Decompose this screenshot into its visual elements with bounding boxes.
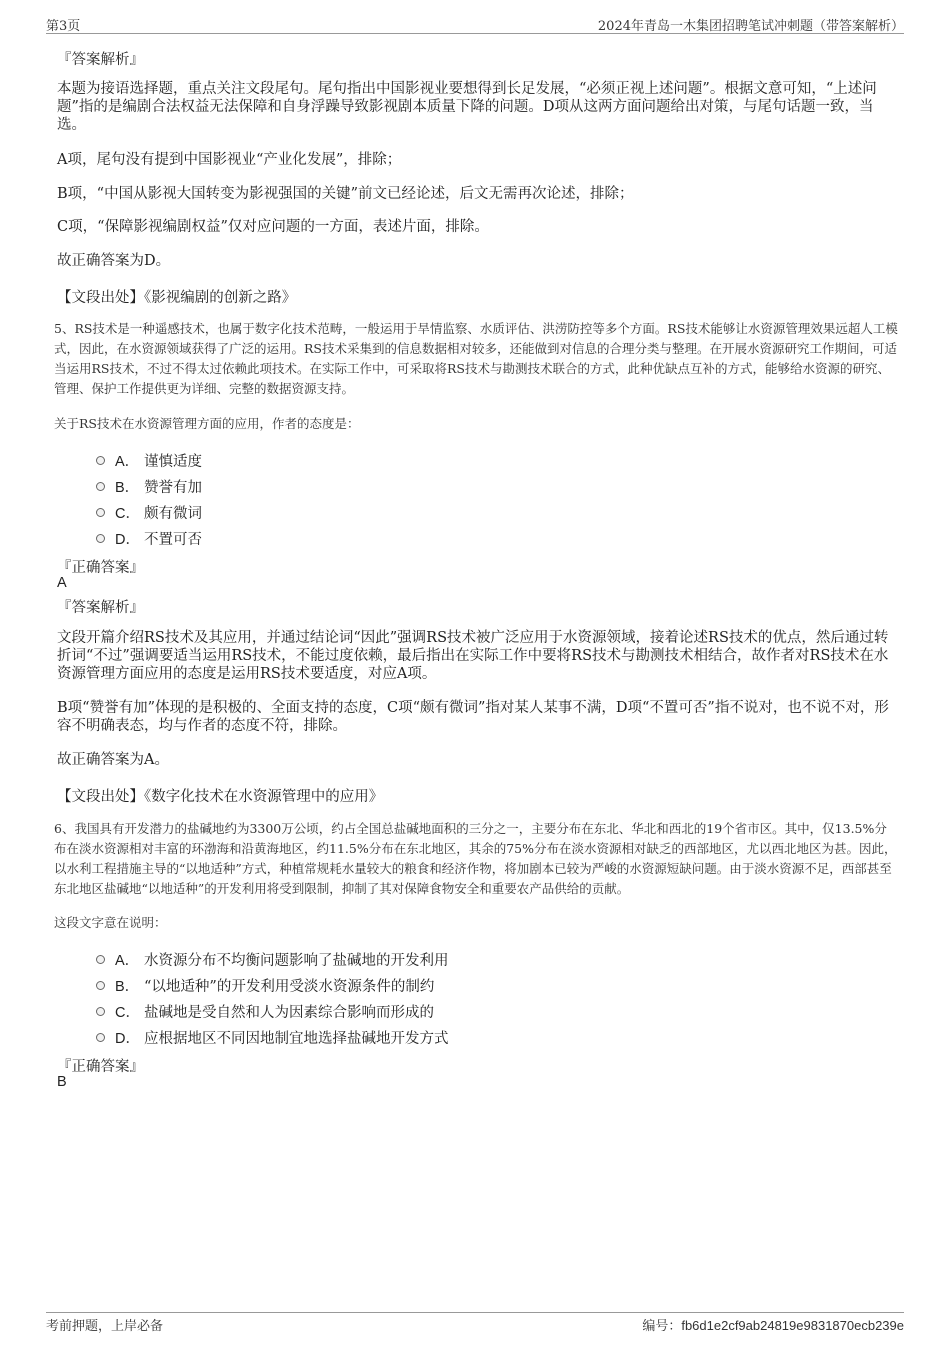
q5-analysis-paragraph: 文段开篇介绍RS技术及其应用，并通过结论词“因此”强调RS技术被广泛应用于水资源领域，接着论述RS技术的优点，然后通过转折词“不过”强调要适当运用RS技术，不能过度依赖，最后指出在实际工作中要将RS技术与勘测技术相结合，故作者对RS技术在水资源管理方面应用的态度是运用RS技术要适度，对应A项。 — [57, 630, 889, 682]
radio-button[interactable] — [96, 1007, 105, 1016]
q6-question: 这段文字意在说明： — [54, 915, 167, 930]
radio-button[interactable] — [96, 981, 105, 990]
document-code — [642, 1315, 904, 1334]
document-title: 2024年青岛一木集团招聘笔试冲刺题（带答案解析） — [597, 19, 904, 34]
q4-analysis-heading: 『答案解析』 — [57, 52, 144, 68]
q5-question: 关于RS技术在水资源管理方面的应用，作者的态度是： — [54, 416, 360, 431]
q5-conclusion: 故正确答案为A。 — [57, 752, 169, 768]
page-footer — [46, 1312, 904, 1333]
page-header — [46, 14, 904, 34]
q4-analysis-c: C项，“保障影视编剧权益”仅对应问题的一方面，表述片面，排除。 — [57, 219, 489, 235]
q4-source: 【文段出处】《影视编剧的创新之路》 — [57, 290, 297, 306]
page-number: 第3页 — [46, 19, 81, 34]
radio-button[interactable] — [96, 508, 105, 517]
q4-conclusion: 故正确答案为D。 — [57, 253, 171, 269]
radio-button[interactable] — [96, 482, 105, 491]
q6-answer-heading: 『正确答案』 — [57, 1059, 144, 1075]
q6-passage: 6、我国具有开发潜力的盐碱地约为3300万公顷，约占全国总盐碱地面积的三分之一，主要分布在东北、华北和西北的19个省市区。其中，仅13.5%分布在淡水资源相对丰富的环渤海和沿黄海地区，约11.5%分布在东北地区，其余的75%分布在淡水资源相对缺乏的西部地区，尤以西北地区为甚。因此，以水利工程措施主导的“以地适种”方式，种植常规耗水量较大的粮食和经济作物，将加剧本已较为严峻的水资源短缺问题。由于淡水资源不足，西部甚至东北地区盐碱地“以地适种”的开发利用将受到限制，抑制了其对保障食物安全和重要农产品供给的贡献。 — [54, 821, 897, 896]
radio-button[interactable] — [96, 456, 105, 465]
code-value: fb6d1e2cf9ab24819e9831870ecb239e — [681, 1318, 904, 1333]
q6-answer: B — [57, 1074, 67, 1090]
q5-passage: 5、RS技术是一种遥感技术，也属于数字化技术范畴，一般运用于旱情监察、水质评估、洪涝防控等多个方面。RS技术能够让水资源管理效果远超人工模式，因此，在水资源领域获得了广泛的运用。RS技术采集到的信息数据相对较多，还能做到对信息的合理分类与整理。在开展水资源研究工作期间，可适当运用RS技术，不过不得太过依赖此项技术。在实际工作中，可采取将RS技术与勘测技术联合的方式，此种优缺点互补的方式，能够给水资源的研究、管理、保护工作提供更为详细、完整的数据资源支持。 — [54, 321, 898, 396]
q5-answer-heading: 『正确答案』 — [57, 560, 144, 576]
footer-slogan: 考前押题，上岸必备 — [46, 1319, 164, 1334]
radio-button[interactable] — [96, 955, 105, 964]
q5-answer: A — [57, 575, 67, 591]
q4-analysis-a: A项，尾句没有提到中国影视业“产业化发展”，排除； — [57, 152, 402, 168]
q5-analysis-heading: 『答案解析』 — [57, 600, 144, 616]
q4-analysis-paragraph: 本题为接语选择题，重点关注文段尾句。尾句指出中国影视业要想得到长足发展，“必须正视上述问题”。根据文意可知，“上述问题”指的是编剧合法权益无法保障和自身浮躁导致影视剧本质量下降的问题。D项从这两方面问题给出对策，与尾句话题一致，当选。 — [57, 81, 877, 133]
q5-analysis-bcd: B项“赞誉有加”体现的是积极的、全面支持的态度，C项“颇有微词”指对某人某事不满，D项“不置可否”指不说对，也不说不对，形容不明确表态，均与作者的态度不符，排除。 — [57, 700, 889, 734]
code-label: 编号： — [642, 1319, 682, 1334]
q5-source: 【文段出处】《数字化技术在水资源管理中的应用》 — [57, 789, 384, 805]
q4-analysis-b: B项，“中国从影视大国转变为影视强国的关键”前文已经论述，后文无需再次论述，排除； — [57, 186, 634, 202]
radio-button[interactable] — [96, 534, 105, 543]
radio-button[interactable] — [96, 1033, 105, 1042]
